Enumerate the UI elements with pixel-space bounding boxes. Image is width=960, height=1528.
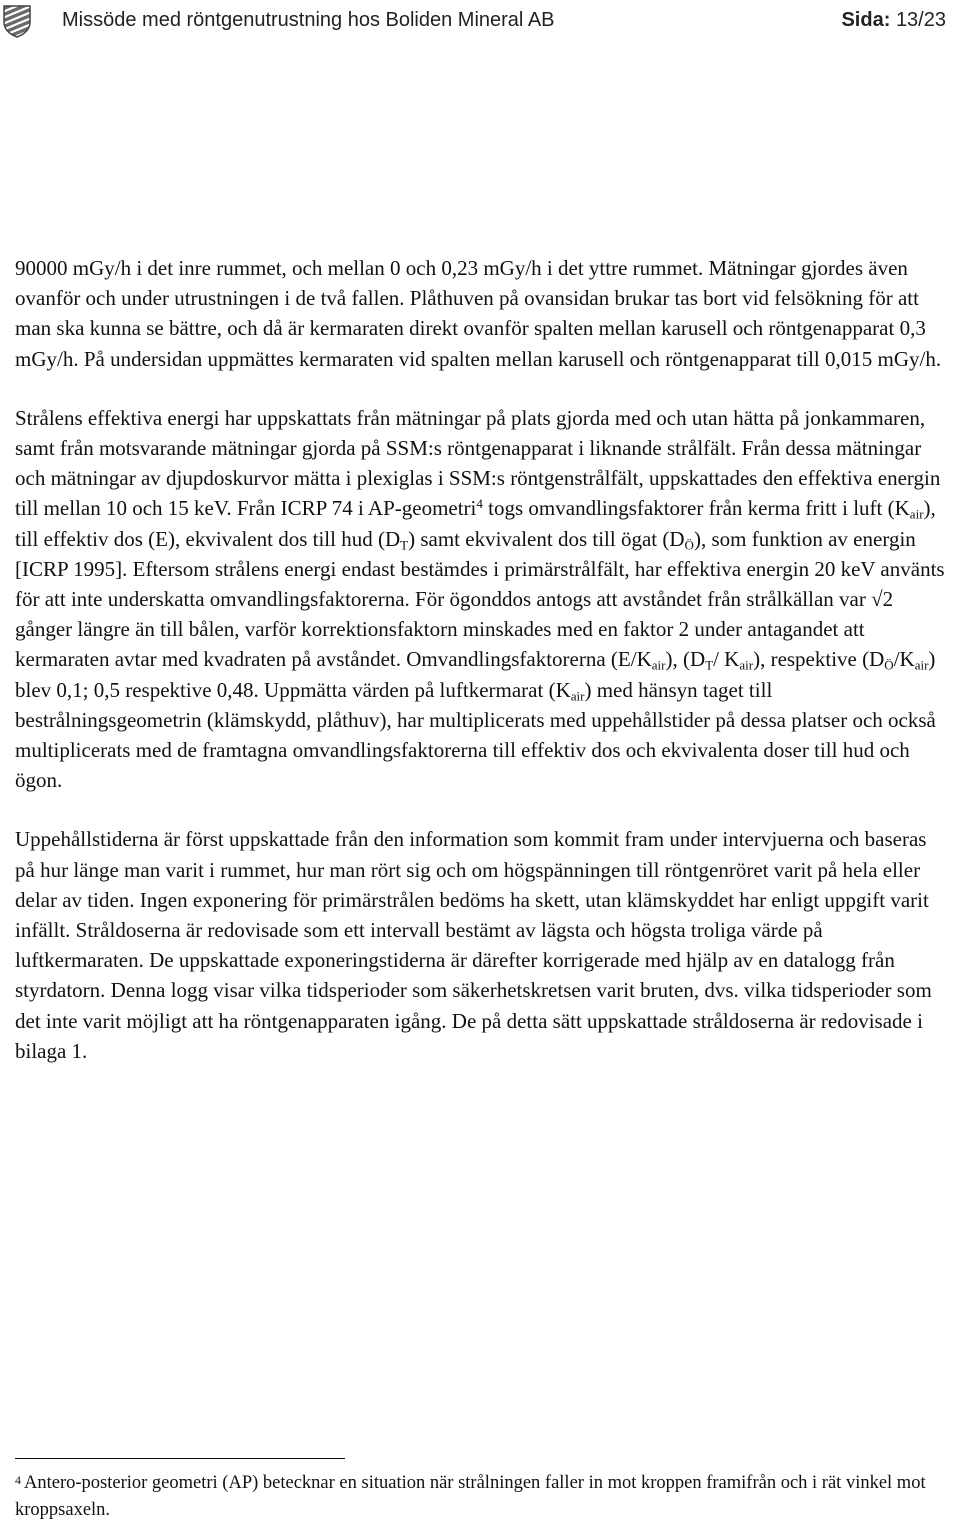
page-number-value: 13/23 [895,9,946,31]
square-root-symbol: √ [871,587,883,612]
footnote-divider [15,1458,345,1459]
document-body [15,253,945,1066]
page-number [841,9,946,32]
shield-logo-icon [2,4,32,38]
page-header [0,0,960,46]
footnote-number: 4 [15,1473,21,1487]
footnote-reference: 4 [476,496,483,512]
paragraph-effective-energy: Strålens effektiva energi har uppskattats från mätningar på plats gjorda med och utan hätta på jonkammaren, samt från motsvarande mätningar gjorda på SSM:s röntgenapparat i liknande strålfält. Från dessa mätningar och mätningar av djupdoskurvor mätta i plexiglas i SSM:s röntgenstrålfält, uppskattades den effektiva energin till mellan 10 och 15 keV. Från ICRP 74 i AP-geometri$^4$ togs omvandlingsfaktorer från kerma fritt i luft $(K_{air})$, till effektiv dos (E), ekvivalent dos till hud $(D_T)$ samt ekvivalent dos till ögat $(D_Ö)$, som funktion av energin [ICRP 1995]. Eftersom strålens energi endast bestämdes i primärstrålfält, har effektiva energin 20 keV använts för att inte underskatta omvandlingsfaktorerna. För ögonddos antogs att avståndet från strålkällan var √2 gånger längre än till bålen, varför korrektionsfaktorn minskades med en faktor 2 under antagandet att kermaraten avtar med kvadraten på avståndet. Omvandlingsfaktorerna $(E/K_{air})$, ($D_T/$ $K_{air}$), respektive $(D_Ö/K_{air})$ blev 0,1; 0,5 respektive 0,48. Uppmätta värden på luftkermarat $(K_{air})$ med hänsyn taget till bestrålningsgeometrin (klämskydd, plåthuv), har multiplicerats med uppehållstider på dessa platser och också multiplicerats med de framtagna omvandlingsfaktorerna till effektiv dos och ekvivalenta doser till hud och ögon. [15,405,945,793]
paragraph-dose-rates: 90000 mGy/h i det inre rummet, och mellan 0 och 0,23 mGy/h i det yttre rummet. Mätningar gjordes även ovanför och under utrustningen i de två fallen. Plåthuven på ovansidan brukar tas bort vid felsökning för att man ska kunna se bättre, och då är kermaraten direkt ovanför spalten mellan karusell och röntgenapparat 0,3 mGy/h. På undersidan uppmättes kermaraten vid spalten mellan karusell och röntgenapparat till 0,015 mGy/h. [15,256,942,371]
document-title: Missöde med röntgenutrustning hos Boliden Mineral AB [62,9,555,31]
footnote [15,1470,945,1524]
footnote-text: Antero-posterior geometri (AP) betecknar en situation när strålningen faller in mot kroppen framifrån och i rät vinkel mot kroppsaxeln. [15,1473,926,1520]
page-number-label: Sida: [841,9,891,31]
paragraph-exposure-times: Uppehållstiderna är först uppskattade från den information som kommit fram under intervjuerna och baseras på hur länge man varit i rummet, hur man rört sig och om högspänningen till röntgenröret varit på hela eller delar av tiden. Ingen exponering för primärstrålen bedöms ha skett, utan klämskyddet har enligt uppgift varit infällt. Stråldoserna är redovisade som ett intervall bestämt av lägsta och högsta troliga värde på luftkermaraten. De uppskattade exponeringstiderna är därefter korrigerade med hjälp av en datalogg från styrdatorn. Denna logg visar vilka tidsperioder som säkerhetskretsen varit bruten, dvs. vilka tidsperioder som det inte varit möjligt att ha röntgenapparaten igång. De på detta sätt uppskattade stråldoserna är redovisade i bilaga 1. [15,827,932,1063]
